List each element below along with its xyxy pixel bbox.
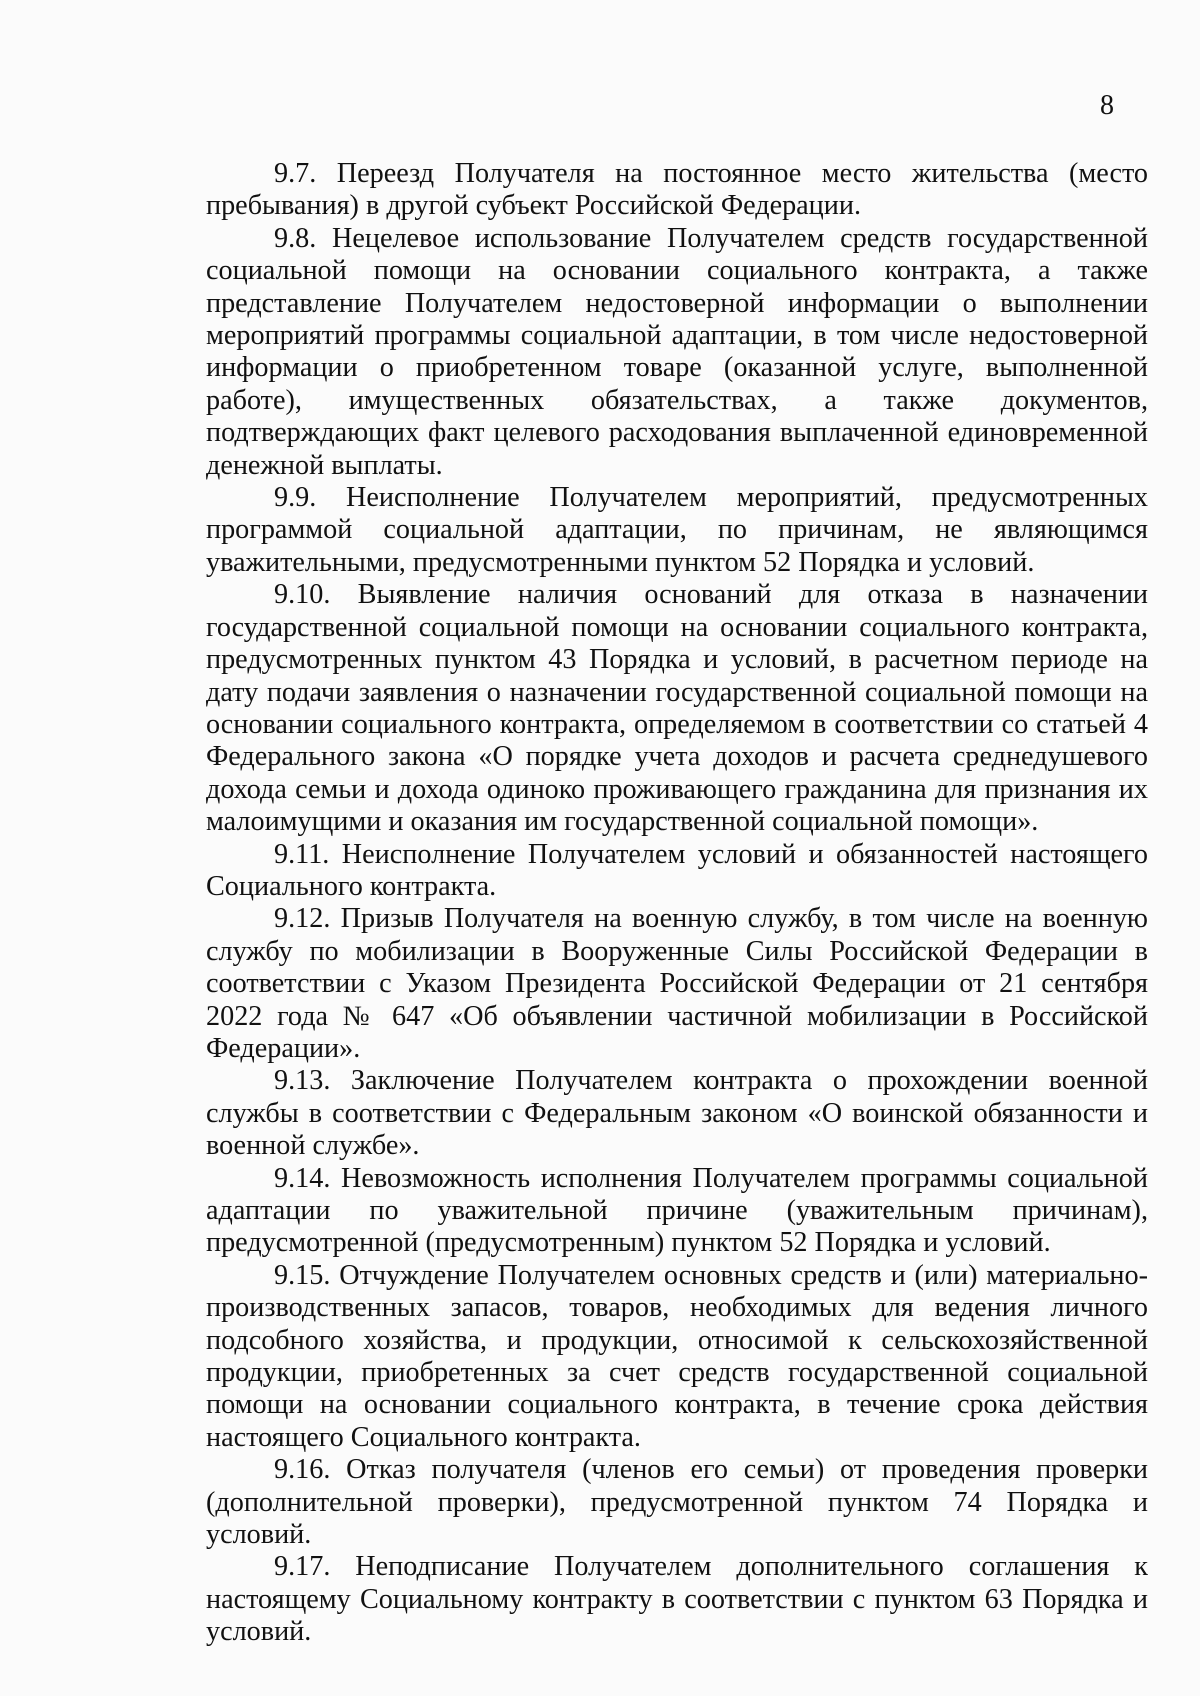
clause-9-11: 9.11. Неисполнение Получателем условий и обязанностей настоящего Социального контракта. (206, 838, 1148, 902)
clause-9-14: 9.14. Невозможность исполнения Получателем программы социальной адаптации по уважительной причине (уважительным причинам), предусмотренной (предусмотренным) пунктом 52 Порядка и условий. (206, 1162, 1148, 1259)
clause-9-15: 9.15. Отчуждение Получателем основных средств и (или) материально-производственных запасов, товаров, необходимых для ведения личного подсобного хозяйства, и продукции, относимой к сельскохозяйственной продукции, приобретенных за счет средств государственной социальной помощи на основании социального контракта, в течение срока действия настоящего Социального контракта. (206, 1259, 1148, 1453)
clause-9-8: 9.8. Нецелевое использование Получателем средств государственной социальной помощи на основании социального контракта, а также представление Получателем недостоверной информации о выполнении мероприятий программы социальной адаптации, в том числе недостоверной информации о приобретенном товаре (оказанной услуге, выполненной работе), имущественных обязательствах, а также документов, подтверждающих факт целевого расходования выплаченной единовременной денежной выплаты. (206, 222, 1148, 481)
clause-9-16: 9.16. Отказ получателя (членов его семьи) от проведения проверки (дополнительной проверки), предусмотренной пунктом 74 Порядка и условий. (206, 1454, 1148, 1551)
clause-9-9: 9.9. Неисполнение Получателем мероприятий, предусмотренных программой социальной адаптации, по причинам, не являющимся уважительными, предусмотренными пунктом 52 Порядка и условий. (206, 482, 1148, 578)
document-body (206, 158, 1148, 1649)
clause-9-17: 9.17. Неподписание Получателем дополнительного соглашения к настоящему Социальному контракту в соответствии с пунктом 63 Порядка и условий. (206, 1551, 1148, 1648)
clause-9-12: 9.12. Призыв Получателя на военную службу, в том числе на военную службу по мобилизации в Вооруженные Силы Российской Федерации в соответствии с Указом Президента Российской Федерации от 21 сентября 2022 года № 647 «Об объявлении частичной мобилизации в Российской Федерации». (206, 903, 1148, 1064)
clause-9-13: 9.13. Заключение Получателем контракта о прохождении военной службы в соответствии с Федеральным законом «О воинской обязанности и военной службе». (206, 1065, 1148, 1162)
clause-9-10: 9.10. Выявление наличия оснований для отказа в назначении государственной социальной помощи на основании социального контракта, предусмотренных пунктом 43 Порядка и условий, в расчетном периоде на дату подачи заявления о назначении государственной социальной помощи на основании социального контракта, определяемом в соответствии со статьей 4 Федерального закона «О порядке учета доходов и расчета среднедушевого дохода семьи и дохода одиноко проживающего гражданина для признания их малоимущими и оказания им государственной социальной помощи». (206, 579, 1148, 838)
page-number: 8 (1100, 90, 1114, 121)
clause-9-7: 9.7. Переезд Получателя на постоянное место жительства (место пребывания) в другой субъект Российской Федерации. (206, 158, 1148, 222)
